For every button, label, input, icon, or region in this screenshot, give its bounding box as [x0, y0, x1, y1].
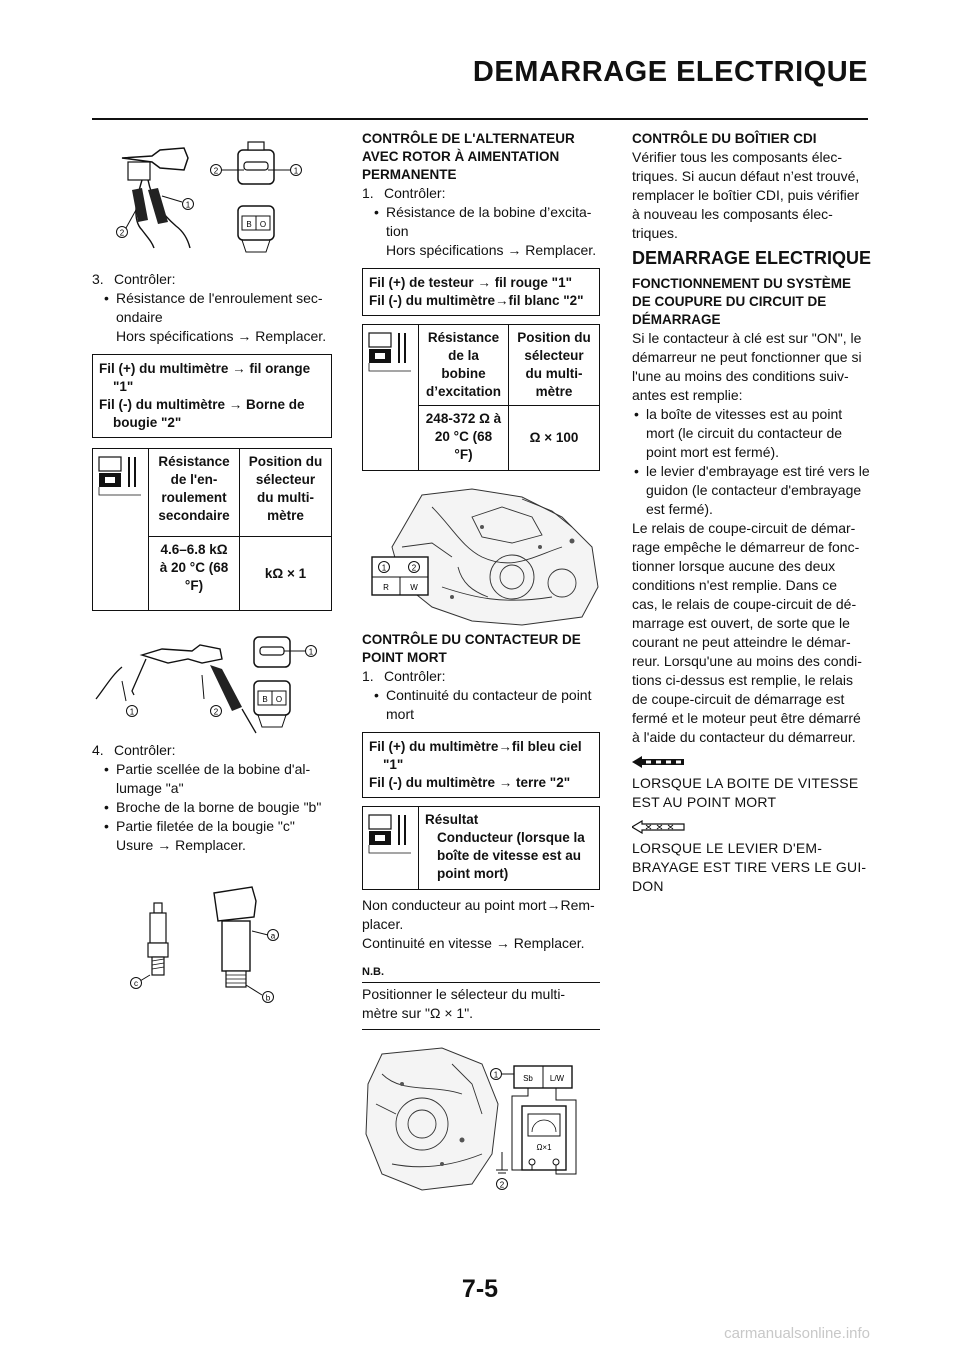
legend-clutch-text: LORSQUE LE LEVIER D'EM- BRAYAGE EST TIRE VERS LE GUI- DON	[632, 840, 867, 894]
value-selector: Ω × 100	[509, 405, 599, 470]
figure-spark-plug-coil	[92, 877, 332, 1007]
spec-table-excitation	[362, 324, 600, 471]
svg-text:Ω×1: Ω×1	[536, 1143, 552, 1152]
header-resistance: Résistance de la bobine d’excitation	[419, 325, 509, 405]
bullet-secondary-winding: • Résistance de l'enroulement sec- ondaire Hors spécifications → Remplacer.	[92, 289, 332, 346]
step-3: 3. Contrôler:	[92, 271, 176, 287]
section-title-cdi: CONTRÔLE DU BOÎTIER CDI	[632, 131, 817, 146]
multimeter-icon	[363, 807, 419, 889]
section-heading-electric-start: DEMARRAGE ELECTRIQUE	[632, 248, 872, 268]
section-title-alternator: CONTRÔLE DE L'ALTERNATEUR AVEC ROTOR À AIMENTATION PERMANENTE	[362, 131, 575, 182]
watermark: carmanualsonline.info	[724, 1325, 870, 1342]
legend-neutral-text: LORSQUE LA BOITE DE VITESSE EST AU POINT MORT	[632, 775, 859, 810]
column-3	[632, 130, 872, 896]
svg-text:R: R	[383, 583, 389, 592]
spec-table-secondary	[92, 448, 332, 611]
connection-box-1: Fil (+) du multimètre → fil orange "1" Fil (-) du multimètre → Borne de bougie "2"	[92, 354, 332, 438]
result-cell: Résultat Conducteur (lorsque la boîte de vitesse est au point mort)	[425, 812, 585, 881]
cutoff-intro: Si le contacteur à clé est sur "ON", le démarreur ne peut fonctionner que si l'une au moins des conditions suiv- antes est remplie:	[632, 330, 862, 403]
page-number: 7-5	[461, 1275, 499, 1303]
svg-text:c: c	[134, 979, 138, 988]
connection-box-alternator: Fil (+) de testeur → fil rouge "1" Fil (-) du multimètre→fil blanc "2"	[362, 268, 600, 316]
column-1	[92, 130, 332, 1007]
neutral-step-1: 1. Contrôler:	[362, 668, 446, 684]
callout-1b: 1	[293, 166, 299, 176]
value-selector: kΩ × 1	[240, 536, 331, 610]
svg-text:2: 2	[213, 707, 219, 717]
cdi-paragraph: Vérifier tous les composants élec- triques. Si aucun défaut n’est trouvé, remplacer le boîtier CDI, puis vérifier à nouveau les composants élec- triques.	[632, 149, 860, 241]
svg-text:2: 2	[411, 563, 417, 573]
bullet-threaded-part: • Partie filetée de la bougie "c" Usure → Remplacer.	[92, 817, 332, 855]
header-rule	[92, 118, 868, 120]
column-2	[362, 130, 600, 1194]
header-selector: Position du sélecteur du multi- mètre	[517, 330, 591, 399]
svg-text:Sb: Sb	[523, 1074, 533, 1083]
callout-2: 2	[119, 228, 125, 238]
cutoff-relay-paragraph: Le relais de coupe-circuit de démar- rage empêche le démarreur de fonc- tionner lorsque aucune des deux conditions n'est remplie. Dans ce cas, le relais de coupe-circuit de dé- marrage est ouvert, de sorte que le courant ne peut atteindre le démar- reur. Lorsqu'une au moins des condi- tions ci-dessus est remplie, le relais de coupe-circuit de démarrage est fermé et le moteur peut être démarré à l'aide du contacteur du démarreur.	[632, 520, 862, 745]
figure-plug-cap-probe	[92, 629, 332, 739]
value-resistance: 4.6–6.8 kΩ à 20 °C (68 °F)	[149, 536, 240, 610]
bullet-terminal-pin: • Broche de la borne de bougie "b"	[92, 798, 332, 817]
figure-alternator-wiring	[362, 487, 600, 627]
section-title-neutral-switch: CONTRÔLE DU CONTACTEUR DE POINT MORT	[362, 632, 581, 665]
neutral-after-text: Non conducteur au point mort→Rem- placer. Continuité en vitesse → Remplacer.	[362, 897, 595, 951]
callout-1: 1	[185, 200, 191, 210]
connection-box-neutral: Fil (+) du multimètre→fil bleu ciel "1" Fil (-) du multimètre → terre "2"	[362, 732, 600, 798]
svg-text:2: 2	[499, 1180, 505, 1190]
result-table-neutral	[362, 806, 600, 890]
coil-probe-illustration	[92, 130, 332, 258]
page-title: DEMARRAGE ELECTRIQUE	[472, 56, 868, 88]
svg-text:1: 1	[381, 563, 387, 573]
figure-ignition-coil-resistance	[92, 130, 332, 258]
terminal-o: O	[259, 220, 267, 229]
callout-2b: 2	[213, 166, 219, 176]
svg-text:a: a	[270, 931, 276, 941]
alternator-step-1: 1. Contrôler:	[362, 185, 446, 201]
svg-text:1: 1	[493, 1070, 499, 1080]
bullet-clutch: • le levier d'embrayage est tiré vers le guidon (le contacteur d'embrayage est fermé).	[632, 462, 872, 519]
legend-dotted-arrow-icon	[632, 755, 872, 774]
legend-cross-arrow-icon	[632, 820, 872, 839]
multimeter-icon	[93, 449, 149, 610]
bullet-excitation-coil: • Résistance de la bobine d’excita- tion Hors spécifications → Remplacer.	[362, 203, 600, 260]
multimeter-icon	[363, 325, 419, 470]
header-resistance: Résistance de l'en- roulement secondaire	[149, 449, 240, 536]
svg-text:O: O	[275, 695, 283, 704]
nb-body: Positionner le sélecteur du multi- mètre sur "Ω × 1".	[362, 983, 600, 1030]
bullet-neutral-continuity: • Continuité du contacteur de point mort	[362, 686, 600, 724]
header-selector: Position du sélecteur du multi- mètre	[248, 454, 323, 523]
svg-text:L/W: L/W	[549, 1074, 565, 1083]
svg-text:b: b	[265, 993, 271, 1003]
terminal-b: B	[246, 220, 252, 229]
bullet-sealed-part: • Partie scellée de la bobine d'al- lumage "a"	[92, 760, 332, 798]
svg-text:1: 1	[308, 647, 314, 657]
subsection-title-cutoff: FONCTIONNEMENT DU SYSTÈME DE COUPURE DU CIRCUIT DE DÉMARRAGE	[632, 276, 852, 327]
svg-text:1: 1	[129, 707, 135, 717]
step-4: 4. Contrôler:	[92, 742, 176, 758]
bullet-neutral: • la boîte de vitesses est au point mort (le circuit du contacteur de point mort est fermé).	[632, 405, 872, 462]
svg-text:W: W	[410, 583, 418, 592]
figure-neutral-switch-wiring	[362, 1044, 600, 1194]
nb-label: N.B.	[362, 963, 600, 983]
value-resistance: 248-372 Ω à 20 °C (68 °F)	[419, 405, 509, 470]
svg-text:B: B	[262, 695, 268, 704]
